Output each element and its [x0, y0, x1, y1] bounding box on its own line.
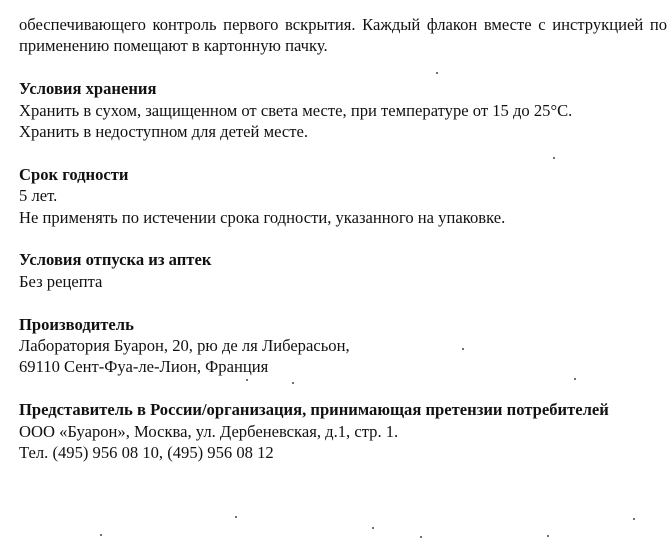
dispensing-heading: Условия отпуска из аптек [19, 250, 212, 270]
speck [420, 536, 422, 538]
representative-line-1: ООО «Буарон», Москва, ул. Дербеневская, д.1, стр. 1. [19, 421, 399, 441]
speck [372, 527, 374, 529]
storage-heading: Условия хранения [19, 79, 157, 99]
speck [547, 535, 549, 537]
shelf-life-heading: Срок годности [19, 164, 129, 184]
dispensing-section [19, 249, 667, 292]
shelf-life-section [19, 164, 667, 228]
speck [436, 72, 438, 74]
storage-line-2: Хранить в недоступном для детей месте. [19, 122, 308, 142]
representative-heading: Представитель в России/организация, принимающая претензии потребителей [19, 400, 609, 420]
spacer [19, 292, 667, 313]
speck [246, 379, 248, 381]
shelf-life-line-2: Не применять по истечении срока годности, указанного на упаковке. [19, 207, 506, 227]
representative-line-2: Тел. (495) 956 08 10, (495) 956 08 12 [19, 443, 274, 463]
storage-section [19, 78, 667, 142]
dispensing-line-1: Без рецепта [19, 271, 103, 291]
manufacturer-line-2: 69110 Сент-Фуа-ле-Лион, Франция [19, 357, 269, 377]
speck [100, 534, 102, 536]
manufacturer-heading: Производитель [19, 314, 134, 334]
speck [633, 518, 635, 520]
speck [292, 382, 294, 384]
storage-line-1: Хранить в сухом, защищенном от света месте, при температуре от 15 до 25°С. [19, 100, 573, 120]
spacer [19, 228, 667, 249]
speck [574, 378, 576, 380]
speck [462, 348, 464, 350]
document-page [19, 14, 667, 463]
manufacturer-section [19, 314, 667, 378]
speck [235, 516, 237, 518]
spacer [19, 378, 667, 399]
intro-paragraph: обеспечивающего контроль первого вскрытия. Каждый флакон вместе с инструкцией по применению помещают в картонную пачку. [19, 15, 667, 56]
spacer [19, 142, 667, 163]
manufacturer-line-1: Лаборатория Буарон, 20, рю де ля Либерасьон, [19, 336, 350, 356]
spacer [19, 57, 667, 78]
shelf-life-line-1: 5 лет. [19, 186, 58, 206]
representative-section [19, 399, 667, 463]
speck [553, 157, 555, 159]
